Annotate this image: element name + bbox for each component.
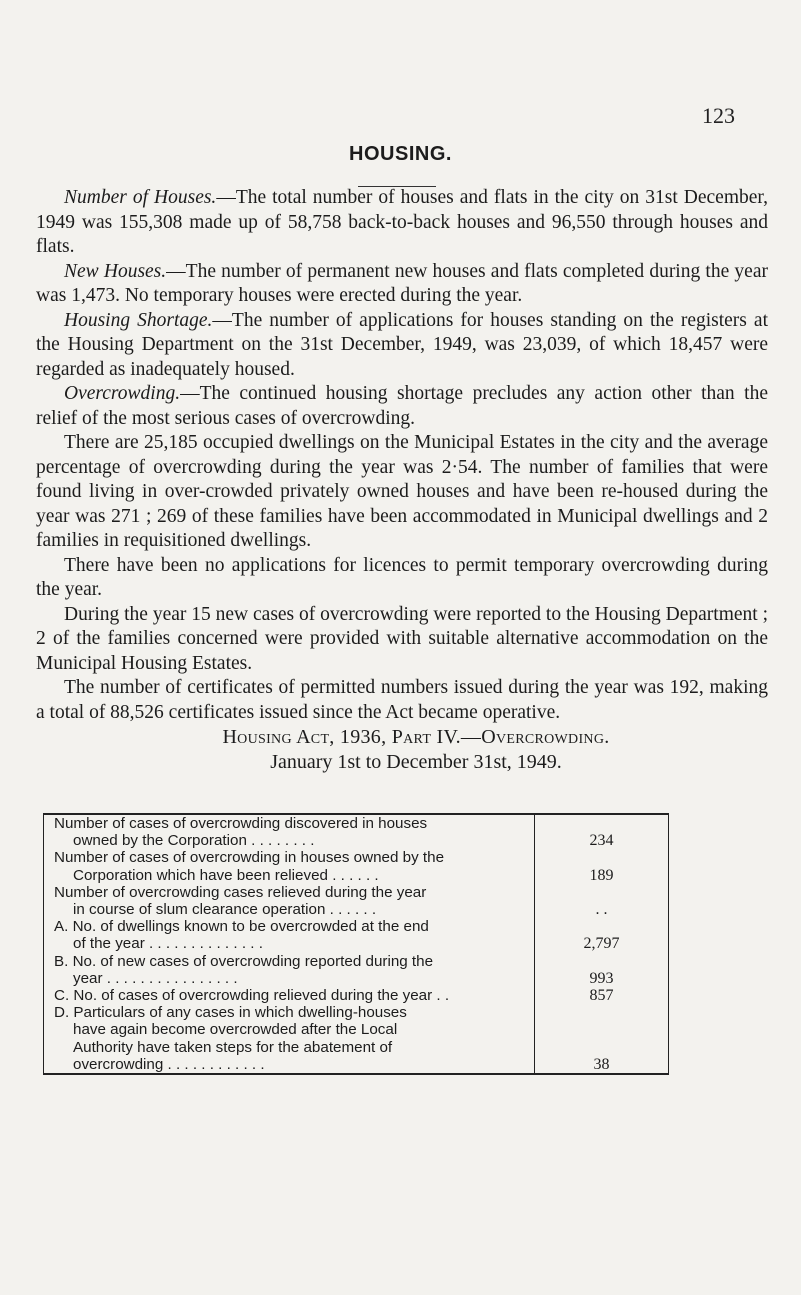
row-label: B. No. of new cases of overcrowding reported during the [54, 952, 434, 970]
row-label-cont: overcrowding . . . . . . . . . . . . [73, 1055, 265, 1073]
lead-new-houses: New Houses. [64, 260, 167, 282]
paragraph-number-of-houses [36, 186, 768, 260]
table-row [44, 1004, 668, 1073]
row-value: 857 [534, 987, 668, 1004]
lead-overcrowding: Overcrowding. [64, 383, 181, 404]
row-label-cont: of the year . . . . . . . . . . . . . . [73, 935, 263, 953]
table-row [44, 815, 668, 849]
row-label-cont: in course of slum clearance operation . . . . . . [73, 901, 377, 919]
table-row [44, 918, 668, 952]
paragraph-municipal-estates: There are 25,185 occupied dwellings on the Municipal Estates in the city and the average percentage of overcrowding during the year was 2·54. The number of families that were found living in over-crowded privately owned houses and have been re-housed during the year was 271 ; 269 of these families have been accommodated in Municipal dwellings and 2 families in requisitioned dwellings. [36, 432, 768, 551]
paragraph-certificates: The number of certificates of permitted numbers issued during the year was 192, making a total of 88,526 certificates issued since the Act became operative. [36, 677, 768, 723]
row-label: Number of overcrowding cases relieved during the year [54, 883, 427, 901]
row-label-cont: have again become overcrowded after the Local [73, 1021, 398, 1039]
text-overcrowding: —The continued housing shortage precludes any action other than the relief of the most serious cases of overcrowding. [36, 383, 768, 429]
act-subtitle: January 1st to December 31st, 1949. [270, 750, 562, 773]
row-label: D. Particulars of any cases in which dwelling-houses [54, 1004, 407, 1022]
row-value: 38 [534, 1004, 668, 1073]
row-label: A. No. of dwellings known to be overcrowded at the end [54, 918, 429, 936]
table-row [44, 849, 668, 883]
table-row [44, 987, 668, 1004]
page-title: HOUSING. [349, 143, 452, 165]
text-housing-shortage: —The number of applications for houses standing on the registers at the Housing Department on the 31st December, 1949, was 23,039, of which 18,457 were regarded as inadequately housed. [36, 309, 768, 380]
row-label-cont: Corporation which have been relieved . . . . . . [73, 866, 379, 884]
row-label: C. No. of cases of overcrowding relieved during the year . . [54, 987, 450, 1005]
row-label-cont: Authority have taken steps for the abatement of [73, 1038, 393, 1056]
row-value: . . [534, 884, 668, 918]
paragraph-overcrowding [36, 382, 768, 431]
row-label: Number of cases of overcrowding discovered in houses [54, 815, 428, 832]
row-value: 993 [534, 953, 668, 987]
row-label-cont: year . . . . . . . . . . . . . . . . [73, 969, 238, 987]
paragraph-housing-shortage [36, 309, 768, 383]
body-text [36, 186, 768, 774]
row-value: 234 [534, 815, 668, 849]
lead-housing-shortage: Housing Shortage. [64, 309, 213, 331]
row-label: Number of cases of overcrowding in houses owned by the [54, 849, 445, 867]
page-number: 123 [702, 103, 735, 128]
row-label-cont: owned by the Corporation . . . . . . . . [73, 832, 315, 850]
overcrowding-table [43, 813, 669, 1075]
paragraph-licences: There have been no applications for licences to permit temporary overcrowding during the year. [36, 554, 768, 600]
table-row [44, 953, 668, 987]
text-new-houses: —The number of permanent new houses and flats completed during the year was 1,473. No temporary houses were erected during the year. [36, 260, 768, 306]
paragraph-new-houses [36, 260, 768, 309]
lead-number-of-houses: Number of Houses. [64, 187, 217, 208]
row-value: 189 [534, 849, 668, 883]
paragraph-new-cases: During the year 15 new cases of overcrowding were reported to the Housing Department ; 2 of the families concerned were provided with suitable alternative accommodation on the Municipal Housing Estates. [36, 603, 768, 674]
text-number-of-houses: —The total number of houses and flats in the city on 31st December, 1949 was 155,308 made up of 58,758 back-to-back houses and 96,550 through houses and flats. [36, 187, 768, 257]
table-row [44, 884, 668, 918]
act-title: Housing Act, 1936, Part IV.—Overcrowding. [222, 726, 610, 748]
row-value: 2,797 [534, 918, 668, 952]
